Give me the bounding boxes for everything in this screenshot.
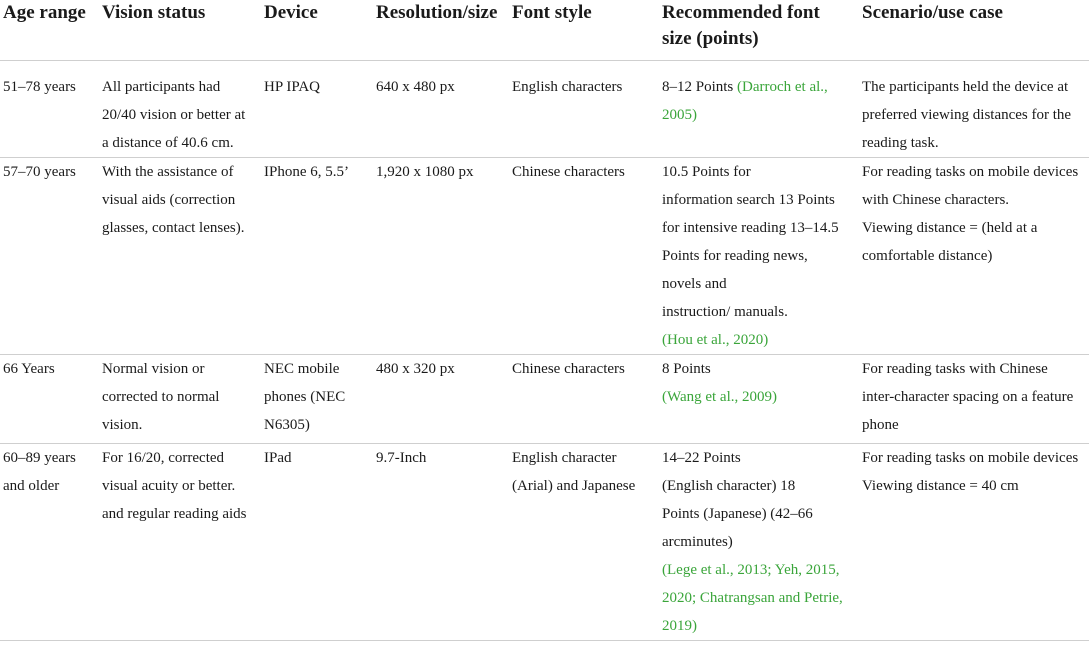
cell-recommended-font-size: 10.5 Points for information search 13 Points for intensive reading 13–14.5 Points for reading news, novels and instruction/ manuals. (Hou et al., 2020): [662, 158, 862, 355]
header-device: Device: [264, 0, 376, 61]
cell-resolution-size: 9.7-Inch: [376, 444, 512, 641]
cell-age-range: 57–70 years: [0, 158, 102, 355]
cell-vision-status: Normal vision or corrected to normal vision.: [102, 355, 264, 444]
header-resolution-size: Resolution/size: [376, 0, 512, 61]
header-vision-status: Vision status: [102, 0, 264, 61]
cell-recommended-font-size: 8 Points (Wang et al., 2009): [662, 355, 862, 444]
table-row: [0, 444, 1089, 641]
table-row: [0, 355, 1089, 444]
cell-scenario-use-case: For reading tasks on mobile devices with Chinese characters. Viewing distance = (held at a comfortable distance): [862, 158, 1089, 355]
table-row: [0, 61, 1089, 158]
citation-link[interactable]: 2005): [662, 107, 697, 123]
cell-resolution-size: 640 x 480 px: [376, 61, 512, 158]
cell-resolution-size: 1,920 x 1080 px: [376, 158, 512, 355]
citation-link[interactable]: (Darroch et al.,: [737, 79, 828, 95]
cell-font-style: Chinese characters: [512, 355, 662, 444]
cell-scenario-use-case: The participants held the device at preferred viewing distances for the reading task.: [862, 61, 1089, 158]
citation-link[interactable]: 2020; Chatrangsan and Petrie,: [662, 590, 843, 606]
cell-font-style: English character (Arial) and Japanese: [512, 444, 662, 641]
citation-link[interactable]: (Wang et al., 2009): [662, 389, 778, 405]
cell-device: NEC mobile phones (NEC N6305): [264, 355, 376, 444]
citation-link[interactable]: 2019): [662, 618, 697, 634]
citation-link[interactable]: (Lege et al., 2013; Yeh, 2015,: [662, 562, 840, 578]
cell-vision-status: For 16/20, corrected visual acuity or better. and regular reading aids: [102, 444, 264, 641]
table-header-row: [0, 0, 1089, 61]
cell-font-style: Chinese characters: [512, 158, 662, 355]
header-recommended-font-size: Recommended font size (points): [662, 0, 862, 61]
cell-device: IPhone 6, 5.5’: [264, 158, 376, 355]
table-row: [0, 158, 1089, 355]
header-scenario-use-case: Scenario/use case: [862, 0, 1089, 61]
cell-resolution-size: 480 x 320 px: [376, 355, 512, 444]
cell-vision-status: With the assistance of visual aids (correction glasses, contact lenses).: [102, 158, 264, 355]
cell-recommended-font-size: 8–12 Points (Darroch et al., 2005): [662, 61, 862, 158]
cell-device: IPad: [264, 444, 376, 641]
header-font-style: Font style: [512, 0, 662, 61]
cell-scenario-use-case: For reading tasks with Chinese inter-character spacing on a feature phone: [862, 355, 1089, 444]
cell-vision-status: All participants had 20/40 vision or better at a distance of 40.6 cm.: [102, 61, 264, 158]
cell-device: HP IPAQ: [264, 61, 376, 158]
cell-font-style: English characters: [512, 61, 662, 158]
cell-scenario-use-case: For reading tasks on mobile devices Viewing distance = 40 cm: [862, 444, 1089, 641]
cell-age-range: 60–89 years and older: [0, 444, 102, 641]
header-age-range: Age range: [0, 0, 102, 61]
cell-age-range: 51–78 years: [0, 61, 102, 158]
cell-recommended-font-size: 14–22 Points (English character) 18 Points (Japanese) (42–66 arcminutes) (Lege et al., 2013; Yeh, 2015, 2020; Chatrangsan and Petrie, 2019): [662, 444, 862, 641]
cell-age-range: 66 Years: [0, 355, 102, 444]
citation-link[interactable]: (Hou et al., 2020): [662, 332, 769, 348]
